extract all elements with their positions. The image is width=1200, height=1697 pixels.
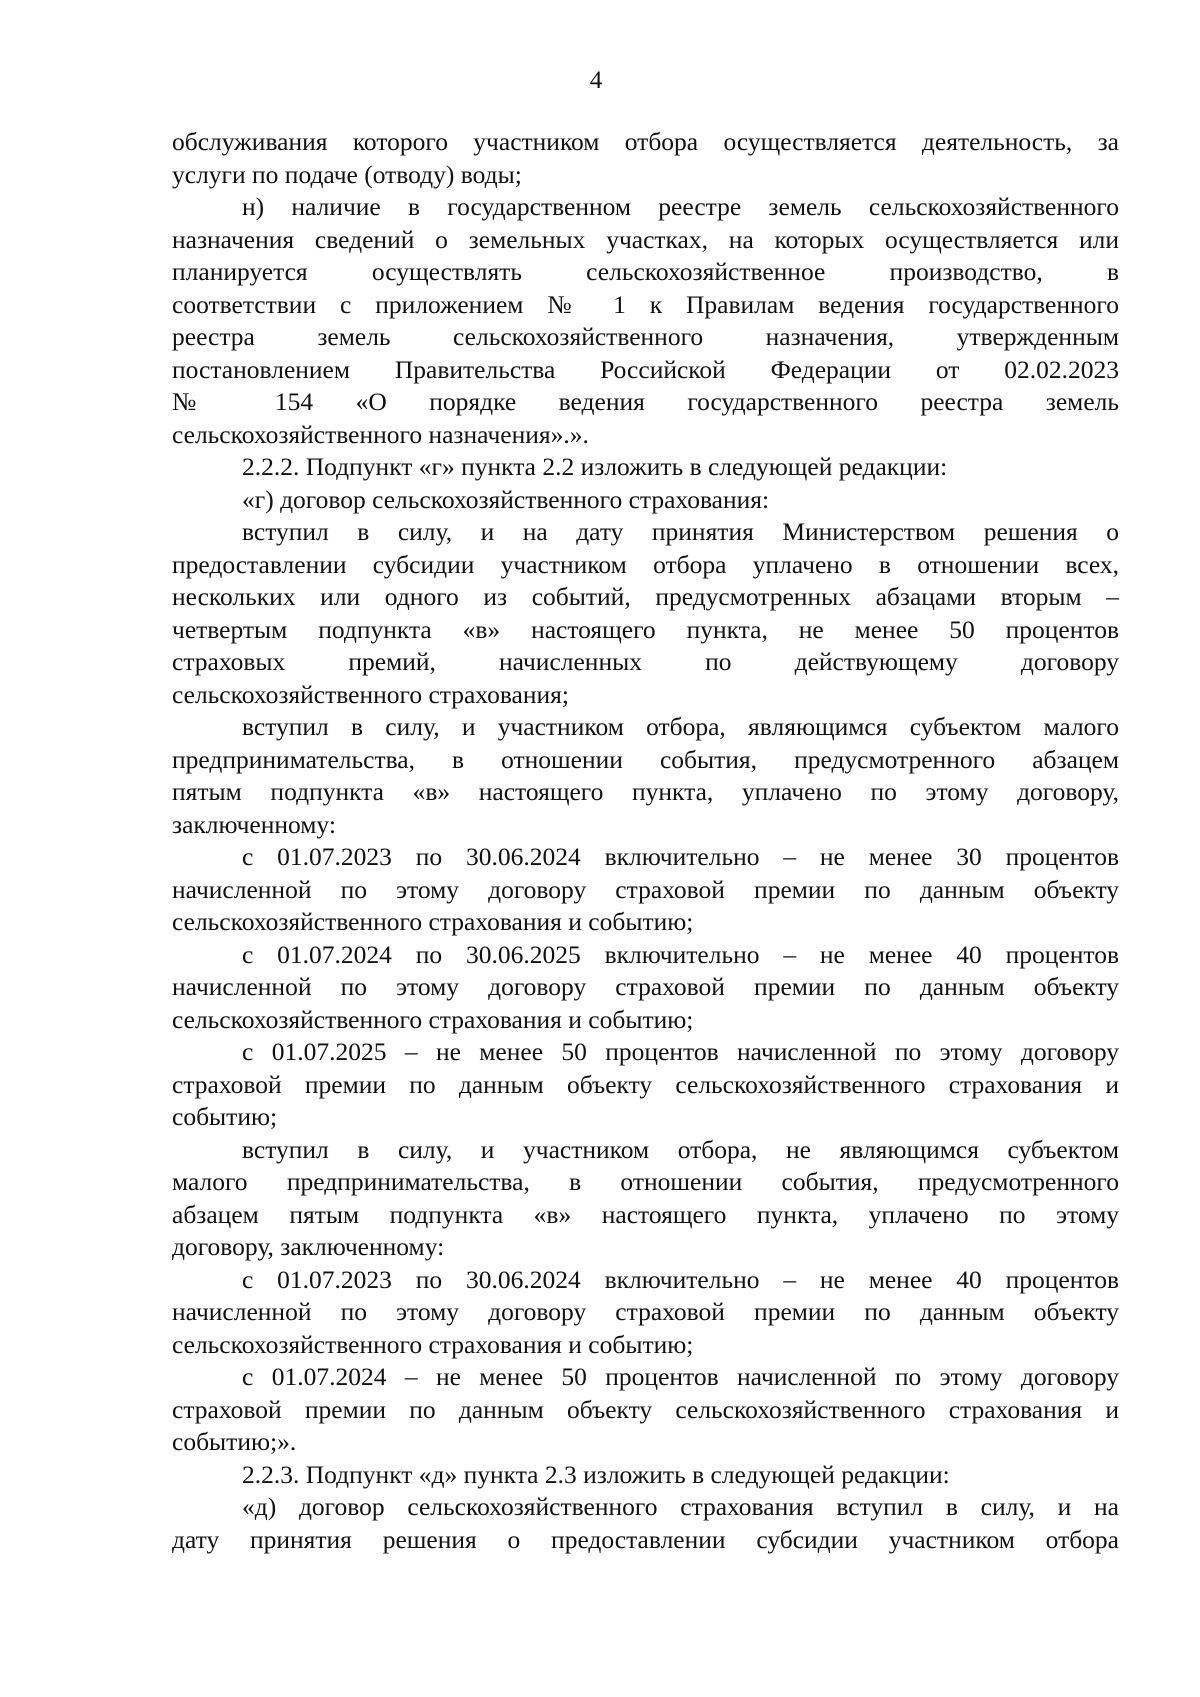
- text-line: сельскохозяйственного страхования и событию;: [172, 907, 694, 936]
- text-line: вступил в силу, и участником отбора, являющимся субъектом малого: [242, 712, 1119, 741]
- text-line: событию;».: [172, 1427, 297, 1456]
- text-line: обслуживания которого участником отбора осуществляется деятельность, за: [172, 127, 1119, 156]
- text-line: четвертым подпункта «в» настоящего пункта, не менее 50 процентов: [172, 614, 1119, 644]
- text-line: услуги по подаче (отводу) воды;: [172, 159, 522, 189]
- text-line: с 01.07.2024 по 30.06.2025 включительно – не менее 40 процентов: [242, 939, 1119, 969]
- text-line: начисленной по этому договору страховой премии по данным объекту: [172, 972, 1119, 1001]
- text-line: сельскохозяйственного страхования;: [172, 679, 569, 709]
- text-line: вступил в силу, и участником отбора, не являющимся субъектом: [242, 1134, 1119, 1164]
- text-line: «д) договор сельскохозяйственного страхования вступил в силу, и на: [242, 1492, 1119, 1521]
- text-line: 2.2.2. Подпункт «г» пункта 2.2 изложить в следующей редакции:: [242, 452, 948, 481]
- text-line: страховой премии по данным объекту сельскохозяйственного страхования и: [172, 1069, 1119, 1099]
- text-line: реестра земель сельскохозяйственного назначения, утвержденным: [172, 322, 1119, 351]
- text-line: вступил в силу, и на дату принятия Министерством решения о: [242, 517, 1119, 546]
- text-line: сельскохозяйственного страхования и событию;: [172, 1004, 694, 1034]
- text-line: 2.2.3. Подпункт «д» пункта 2.3 изложить в следующей редакции:: [242, 1459, 950, 1489]
- text-line: абзацем пятым подпункта «в» настоящего пункта, уплачено по этому: [172, 1199, 1119, 1229]
- text-line: сельскохозяйственного назначения».».: [172, 419, 589, 449]
- text-line: заключенному:: [172, 809, 336, 839]
- document-body: [172, 126, 1119, 1556]
- text-line: нескольких или одного из событий, предусмотренных абзацами вторым –: [172, 582, 1119, 611]
- text-line: страховой премии по данным объекту сельскохозяйственного страхования и: [172, 1394, 1119, 1424]
- text-line: событию;: [172, 1102, 278, 1131]
- text-line: предпринимательства, в отношении события, предусмотренного абзацем: [172, 744, 1119, 774]
- text-line: сельскохозяйственного страхования и событию;: [172, 1329, 694, 1359]
- text-line: «г) договор сельскохозяйственного страхования:: [242, 484, 770, 514]
- text-line: н) наличие в государственном реестре земель сельскохозяйственного: [242, 192, 1119, 221]
- text-line: начисленной по этому договору страховой премии по данным объекту: [172, 874, 1119, 904]
- text-line: назначения сведений о земельных участках, на которых осуществляется или: [172, 224, 1119, 254]
- page-number: 4: [589, 67, 603, 94]
- text-line: дату принятия решения о предоставлении субсидии участником отбора: [172, 1524, 1119, 1554]
- text-line: с 01.07.2023 по 30.06.2024 включительно – не менее 40 процентов: [242, 1264, 1119, 1294]
- text-line: постановлением Правительства Российской Федерации от 02.02.2023: [172, 354, 1119, 384]
- text-line: предоставлении субсидии участником отбора уплачено в отношении всех,: [172, 549, 1119, 579]
- text-line: начисленной по этому договору страховой премии по данным объекту: [172, 1297, 1119, 1326]
- text-line: с 01.07.2024 – не менее 50 процентов начисленной по этому договору: [242, 1362, 1119, 1391]
- text-line: № 154 «О порядке ведения государственного реестра земель: [172, 387, 1119, 416]
- text-line: с 01.07.2023 по 30.06.2024 включительно – не менее 30 процентов: [242, 842, 1119, 871]
- text-line: соответствии с приложением № 1 к Правилам ведения государственного: [172, 289, 1119, 319]
- text-line: страховых премий, начисленных по действующему договору: [172, 647, 1119, 676]
- text-line: пятым подпункта «в» настоящего пункта, уплачено по этому договору,: [172, 777, 1119, 806]
- text-line: с 01.07.2025 – не менее 50 процентов начисленной по этому договору: [242, 1037, 1119, 1066]
- text-line: планируется осуществлять сельскохозяйственное производство, в: [172, 257, 1119, 286]
- text-line: малого предпринимательства, в отношении события, предусмотренного: [172, 1167, 1119, 1196]
- text-line: договору, заключенному:: [172, 1232, 445, 1261]
